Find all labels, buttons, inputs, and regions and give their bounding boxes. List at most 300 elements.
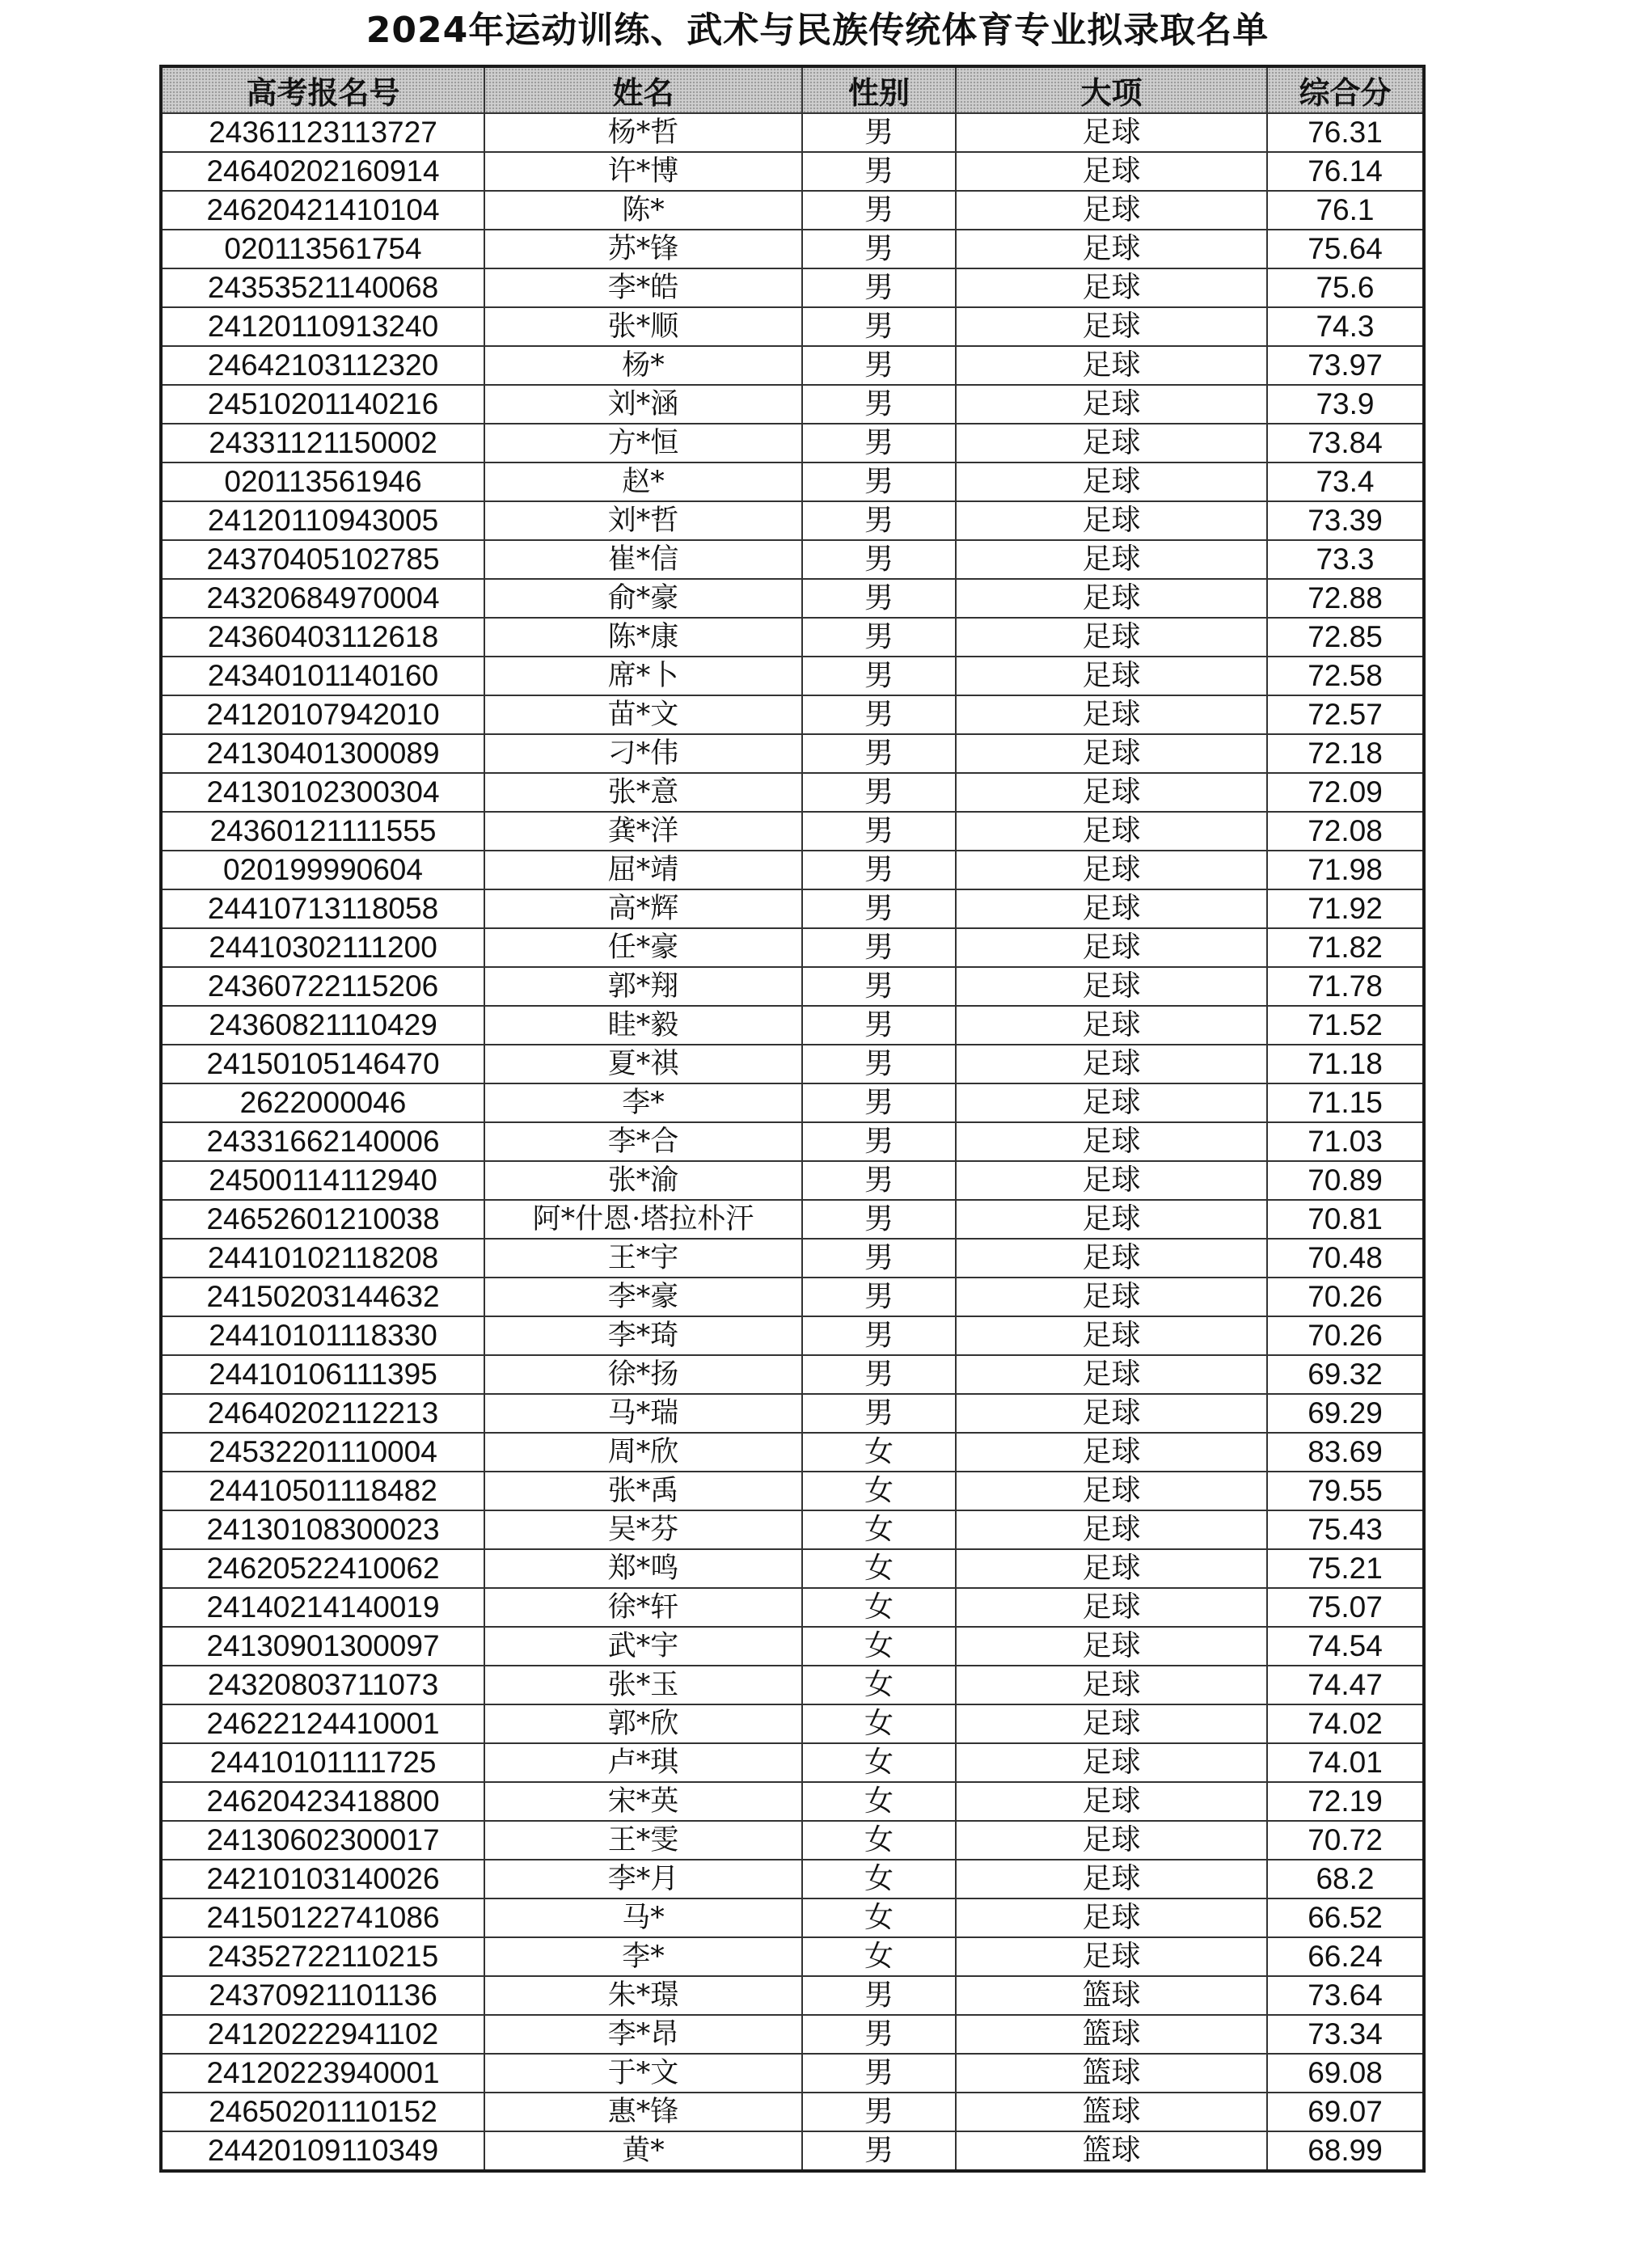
- cell-score: 75.21: [1267, 1549, 1424, 1588]
- cell-sport: 足球: [956, 1394, 1267, 1433]
- cell-name: 苏*锋: [484, 230, 802, 268]
- cell-name: 张*顺: [484, 307, 802, 346]
- cell-score: 71.15: [1267, 1083, 1424, 1122]
- cell-name: 阿*什恩·塔拉朴汗: [484, 1200, 802, 1239]
- table-row: [161, 2131, 1424, 2171]
- cell-exam-id: 24360821110429: [161, 1006, 484, 1045]
- cell-exam-id: 24360722115206: [161, 967, 484, 1006]
- cell-gender: 男: [802, 1006, 956, 1045]
- cell-exam-id: 020113561946: [161, 462, 484, 501]
- cell-score: 76.14: [1267, 152, 1424, 191]
- cell-sport: 足球: [956, 1045, 1267, 1083]
- table-header-row: [161, 66, 1424, 113]
- cell-gender: 男: [802, 695, 956, 734]
- cell-name: 刁*伟: [484, 734, 802, 773]
- cell-gender: 男: [802, 2131, 956, 2171]
- cell-name: 李*皓: [484, 268, 802, 307]
- table-row: [161, 1588, 1424, 1627]
- cell-name: 卢*琪: [484, 1743, 802, 1782]
- cell-score: 75.43: [1267, 1510, 1424, 1549]
- table-row: [161, 928, 1424, 967]
- header-gender: 性别: [802, 66, 956, 113]
- cell-score: 72.58: [1267, 657, 1424, 695]
- cell-exam-id: 24410501118482: [161, 1472, 484, 1510]
- table-row: [161, 424, 1424, 462]
- cell-sport: 足球: [956, 812, 1267, 851]
- cell-name: 马*瑞: [484, 1394, 802, 1433]
- cell-sport: 篮球: [956, 2054, 1267, 2093]
- cell-score: 71.82: [1267, 928, 1424, 967]
- cell-gender: 女: [802, 1743, 956, 1782]
- cell-score: 73.64: [1267, 1976, 1424, 2015]
- header-name: 姓名: [484, 66, 802, 113]
- cell-sport: 足球: [956, 657, 1267, 695]
- cell-gender: 女: [802, 1937, 956, 1976]
- cell-score: 72.09: [1267, 773, 1424, 812]
- cell-gender: 女: [802, 1510, 956, 1549]
- cell-sport: 篮球: [956, 2131, 1267, 2171]
- cell-sport: 足球: [956, 1704, 1267, 1743]
- cell-score: 72.88: [1267, 579, 1424, 618]
- cell-sport: 足球: [956, 385, 1267, 424]
- cell-exam-id: 24620522410062: [161, 1549, 484, 1588]
- table-row: [161, 1898, 1424, 1937]
- cell-sport: 篮球: [956, 1976, 1267, 2015]
- cell-name: 李*琦: [484, 1316, 802, 1355]
- cell-exam-id: 24500114112940: [161, 1161, 484, 1200]
- cell-gender: 女: [802, 1588, 956, 1627]
- table-row: [161, 385, 1424, 424]
- cell-name: 周*欣: [484, 1433, 802, 1472]
- cell-sport: 足球: [956, 1239, 1267, 1278]
- cell-gender: 男: [802, 1278, 956, 1316]
- cell-gender: 女: [802, 1782, 956, 1821]
- cell-name: 席*卜: [484, 657, 802, 695]
- cell-name: 刘*哲: [484, 501, 802, 540]
- cell-name: 李*: [484, 1937, 802, 1976]
- cell-exam-id: 24620421410104: [161, 191, 484, 230]
- cell-exam-id: 24650201110152: [161, 2093, 484, 2131]
- cell-score: 70.81: [1267, 1200, 1424, 1239]
- cell-exam-id: 24120107942010: [161, 695, 484, 734]
- cell-gender: 女: [802, 1433, 956, 1472]
- cell-sport: 足球: [956, 1937, 1267, 1976]
- table-row: [161, 967, 1424, 1006]
- table-row: [161, 695, 1424, 734]
- cell-score: 75.64: [1267, 230, 1424, 268]
- cell-score: 73.97: [1267, 346, 1424, 385]
- cell-name: 吴*芬: [484, 1510, 802, 1549]
- cell-gender: 男: [802, 1239, 956, 1278]
- cell-score: 71.18: [1267, 1045, 1424, 1083]
- cell-sport: 足球: [956, 1161, 1267, 1200]
- cell-exam-id: 24410102118208: [161, 1239, 484, 1278]
- cell-gender: 男: [802, 2054, 956, 2093]
- cell-sport: 篮球: [956, 2093, 1267, 2131]
- cell-sport: 足球: [956, 307, 1267, 346]
- cell-name: 徐*轩: [484, 1588, 802, 1627]
- table-row: [161, 1627, 1424, 1666]
- cell-gender: 女: [802, 1860, 956, 1898]
- cell-sport: 足球: [956, 851, 1267, 889]
- table-row: [161, 1278, 1424, 1316]
- cell-gender: 男: [802, 657, 956, 695]
- cell-score: 69.08: [1267, 2054, 1424, 2093]
- cell-score: 70.26: [1267, 1278, 1424, 1316]
- cell-name: 郑*鸣: [484, 1549, 802, 1588]
- cell-exam-id: 24320803711073: [161, 1666, 484, 1704]
- cell-score: 70.26: [1267, 1316, 1424, 1355]
- cell-gender: 男: [802, 618, 956, 657]
- cell-name: 王*宇: [484, 1239, 802, 1278]
- table-row: [161, 152, 1424, 191]
- cell-score: 69.32: [1267, 1355, 1424, 1394]
- cell-name: 陈*康: [484, 618, 802, 657]
- table-row: [161, 2015, 1424, 2054]
- cell-gender: 男: [802, 540, 956, 579]
- cell-score: 74.02: [1267, 1704, 1424, 1743]
- cell-name: 惠*锋: [484, 2093, 802, 2131]
- cell-exam-id: 24360403112618: [161, 618, 484, 657]
- cell-score: 70.48: [1267, 1239, 1424, 1278]
- cell-name: 宋*英: [484, 1782, 802, 1821]
- cell-exam-id: 24360121111555: [161, 812, 484, 851]
- cell-exam-id: 24640202160914: [161, 152, 484, 191]
- cell-exam-id: 24410302111200: [161, 928, 484, 967]
- table-row: [161, 113, 1424, 152]
- cell-gender: 男: [802, 230, 956, 268]
- cell-name: 屈*靖: [484, 851, 802, 889]
- cell-gender: 女: [802, 1898, 956, 1937]
- cell-name: 张*玉: [484, 1666, 802, 1704]
- cell-sport: 足球: [956, 113, 1267, 152]
- cell-sport: 足球: [956, 579, 1267, 618]
- cell-gender: 男: [802, 1161, 956, 1200]
- cell-gender: 男: [802, 2015, 956, 2054]
- table-row: [161, 307, 1424, 346]
- cell-exam-id: 24150203144632: [161, 1278, 484, 1316]
- table-row: [161, 618, 1424, 657]
- cell-gender: 女: [802, 1472, 956, 1510]
- table-row: [161, 812, 1424, 851]
- cell-gender: 男: [802, 2093, 956, 2131]
- cell-sport: 足球: [956, 1821, 1267, 1860]
- cell-name: 李*昂: [484, 2015, 802, 2054]
- cell-name: 任*豪: [484, 928, 802, 967]
- cell-exam-id: 24652601210038: [161, 1200, 484, 1239]
- cell-exam-id: 24340101140160: [161, 657, 484, 695]
- cell-gender: 男: [802, 851, 956, 889]
- page-title: 2024年运动训练、武术与民族传统体育专业拟录取名单: [365, 10, 1270, 51]
- cell-exam-id: 24140214140019: [161, 1588, 484, 1627]
- cell-sport: 足球: [956, 1278, 1267, 1316]
- cell-score: 75.07: [1267, 1588, 1424, 1627]
- table-row: [161, 501, 1424, 540]
- cell-name: 李*月: [484, 1860, 802, 1898]
- cell-score: 66.52: [1267, 1898, 1424, 1937]
- cell-sport: 足球: [956, 1549, 1267, 1588]
- cell-exam-id: 24620423418800: [161, 1782, 484, 1821]
- cell-sport: 足球: [956, 1433, 1267, 1472]
- table-row: [161, 1394, 1424, 1433]
- cell-name: 方*恒: [484, 424, 802, 462]
- cell-exam-id: 24130108300023: [161, 1510, 484, 1549]
- cell-sport: 足球: [956, 773, 1267, 812]
- table-row: [161, 1821, 1424, 1860]
- cell-score: 71.98: [1267, 851, 1424, 889]
- cell-score: 74.47: [1267, 1666, 1424, 1704]
- cell-exam-id: 24622124410001: [161, 1704, 484, 1743]
- cell-gender: 男: [802, 191, 956, 230]
- cell-name: 李*合: [484, 1122, 802, 1161]
- table-row: [161, 1083, 1424, 1122]
- cell-sport: 足球: [956, 1860, 1267, 1898]
- cell-name: 刘*涵: [484, 385, 802, 424]
- cell-exam-id: 24640202112213: [161, 1394, 484, 1433]
- table-row: [161, 889, 1424, 928]
- cell-score: 69.07: [1267, 2093, 1424, 2131]
- table-row: [161, 1122, 1424, 1161]
- table-row: [161, 2093, 1424, 2131]
- cell-sport: 足球: [956, 424, 1267, 462]
- cell-sport: 篮球: [956, 2015, 1267, 2054]
- cell-score: 71.78: [1267, 967, 1424, 1006]
- cell-sport: 足球: [956, 1472, 1267, 1510]
- cell-score: 68.2: [1267, 1860, 1424, 1898]
- cell-gender: 男: [802, 462, 956, 501]
- cell-name: 许*博: [484, 152, 802, 191]
- cell-sport: 足球: [956, 152, 1267, 191]
- table-row: [161, 230, 1424, 268]
- cell-exam-id: 24331121150002: [161, 424, 484, 462]
- table-row: [161, 1045, 1424, 1083]
- cell-score: 71.92: [1267, 889, 1424, 928]
- cell-score: 72.57: [1267, 695, 1424, 734]
- cell-exam-id: 24130102300304: [161, 773, 484, 812]
- cell-sport: 足球: [956, 1316, 1267, 1355]
- cell-exam-id: 24370921101136: [161, 1976, 484, 2015]
- cell-score: 72.18: [1267, 734, 1424, 773]
- cell-score: 73.4: [1267, 462, 1424, 501]
- cell-gender: 男: [802, 1122, 956, 1161]
- cell-gender: 男: [802, 1083, 956, 1122]
- table-body: [161, 113, 1424, 2171]
- cell-score: 83.69: [1267, 1433, 1424, 1472]
- header-sport: 大项: [956, 66, 1267, 113]
- cell-sport: 足球: [956, 191, 1267, 230]
- cell-name: 张*禹: [484, 1472, 802, 1510]
- cell-score: 69.29: [1267, 1394, 1424, 1433]
- cell-sport: 足球: [956, 462, 1267, 501]
- table-row: [161, 1937, 1424, 1976]
- cell-sport: 足球: [956, 695, 1267, 734]
- cell-name: 张*意: [484, 773, 802, 812]
- cell-exam-id: 24410101118330: [161, 1316, 484, 1355]
- cell-score: 76.31: [1267, 113, 1424, 152]
- cell-sport: 足球: [956, 1200, 1267, 1239]
- table-row: [161, 462, 1424, 501]
- admission-table: [159, 65, 1426, 2173]
- cell-score: 75.6: [1267, 268, 1424, 307]
- cell-score: 72.08: [1267, 812, 1424, 851]
- cell-sport: 足球: [956, 1782, 1267, 1821]
- table-row: [161, 1355, 1424, 1394]
- cell-sport: 足球: [956, 501, 1267, 540]
- cell-exam-id: 24410713118058: [161, 889, 484, 928]
- cell-name: 眭*毅: [484, 1006, 802, 1045]
- table-row: [161, 268, 1424, 307]
- cell-score: 73.9: [1267, 385, 1424, 424]
- cell-exam-id: 24410106111395: [161, 1355, 484, 1394]
- cell-gender: 男: [802, 1045, 956, 1083]
- cell-exam-id: 24130901300097: [161, 1627, 484, 1666]
- table-row: [161, 579, 1424, 618]
- cell-score: 73.34: [1267, 2015, 1424, 2054]
- table-row: [161, 1472, 1424, 1510]
- cell-gender: 女: [802, 1821, 956, 1860]
- cell-exam-id: 24150105146470: [161, 1045, 484, 1083]
- cell-gender: 女: [802, 1666, 956, 1704]
- cell-score: 70.72: [1267, 1821, 1424, 1860]
- cell-name: 黄*: [484, 2131, 802, 2171]
- cell-score: 68.99: [1267, 2131, 1424, 2171]
- cell-gender: 男: [802, 967, 956, 1006]
- table-row: [161, 1704, 1424, 1743]
- cell-sport: 足球: [956, 230, 1267, 268]
- cell-sport: 足球: [956, 967, 1267, 1006]
- header-exam-id: 高考报名号: [161, 66, 484, 113]
- cell-name: 俞*豪: [484, 579, 802, 618]
- cell-name: 赵*: [484, 462, 802, 501]
- cell-sport: 足球: [956, 1083, 1267, 1122]
- cell-gender: 男: [802, 268, 956, 307]
- cell-exam-id: 24370405102785: [161, 540, 484, 579]
- cell-gender: 男: [802, 501, 956, 540]
- cell-score: 79.55: [1267, 1472, 1424, 1510]
- cell-gender: 男: [802, 1200, 956, 1239]
- cell-exam-id: 24120110943005: [161, 501, 484, 540]
- cell-name: 陈*: [484, 191, 802, 230]
- table-row: [161, 1743, 1424, 1782]
- cell-score: 74.3: [1267, 307, 1424, 346]
- cell-score: 71.03: [1267, 1122, 1424, 1161]
- cell-name: 苗*文: [484, 695, 802, 734]
- cell-gender: 男: [802, 734, 956, 773]
- cell-sport: 足球: [956, 540, 1267, 579]
- cell-sport: 足球: [956, 1510, 1267, 1549]
- cell-gender: 男: [802, 307, 956, 346]
- cell-score: 66.24: [1267, 1937, 1424, 1976]
- table-row: [161, 734, 1424, 773]
- cell-gender: 男: [802, 1394, 956, 1433]
- cell-name: 龚*洋: [484, 812, 802, 851]
- cell-gender: 男: [802, 579, 956, 618]
- cell-score: 71.52: [1267, 1006, 1424, 1045]
- cell-name: 王*雯: [484, 1821, 802, 1860]
- cell-exam-id: 24410101111725: [161, 1743, 484, 1782]
- table-row: [161, 191, 1424, 230]
- cell-exam-id: 020113561754: [161, 230, 484, 268]
- cell-exam-id: 2622000046: [161, 1083, 484, 1122]
- cell-name: 杨*哲: [484, 113, 802, 152]
- cell-exam-id: 24150122741086: [161, 1898, 484, 1937]
- cell-name: 马*: [484, 1898, 802, 1937]
- table-row: [161, 1316, 1424, 1355]
- cell-sport: 足球: [956, 1122, 1267, 1161]
- cell-score: 73.39: [1267, 501, 1424, 540]
- cell-gender: 男: [802, 346, 956, 385]
- cell-sport: 足球: [956, 346, 1267, 385]
- table-row: [161, 346, 1424, 385]
- cell-gender: 男: [802, 1355, 956, 1394]
- cell-sport: 足球: [956, 1898, 1267, 1937]
- cell-name: 徐*扬: [484, 1355, 802, 1394]
- cell-score: 74.01: [1267, 1743, 1424, 1782]
- table-row: [161, 1200, 1424, 1239]
- cell-gender: 女: [802, 1627, 956, 1666]
- cell-exam-id: 24210103140026: [161, 1860, 484, 1898]
- cell-name: 郭*欣: [484, 1704, 802, 1743]
- cell-sport: 足球: [956, 1666, 1267, 1704]
- table-row: [161, 540, 1424, 579]
- cell-score: 76.1: [1267, 191, 1424, 230]
- cell-exam-id: 24331662140006: [161, 1122, 484, 1161]
- cell-name: 夏*祺: [484, 1045, 802, 1083]
- cell-score: 72.85: [1267, 618, 1424, 657]
- table-row: [161, 1239, 1424, 1278]
- table-row: [161, 1782, 1424, 1821]
- cell-sport: 足球: [956, 1743, 1267, 1782]
- header-score: 综合分: [1267, 66, 1424, 113]
- table-row: [161, 2054, 1424, 2093]
- cell-gender: 男: [802, 1316, 956, 1355]
- cell-exam-id: 24353521140068: [161, 268, 484, 307]
- table-row: [161, 1549, 1424, 1588]
- table-row: [161, 1976, 1424, 2015]
- cell-sport: 足球: [956, 268, 1267, 307]
- cell-exam-id: 24510201140216: [161, 385, 484, 424]
- cell-name: 张*渝: [484, 1161, 802, 1200]
- cell-exam-id: 24532201110004: [161, 1433, 484, 1472]
- table-row: [161, 1006, 1424, 1045]
- cell-gender: 男: [802, 385, 956, 424]
- cell-sport: 足球: [956, 1006, 1267, 1045]
- cell-gender: 男: [802, 928, 956, 967]
- cell-score: 73.84: [1267, 424, 1424, 462]
- cell-gender: 男: [802, 889, 956, 928]
- cell-score: 74.54: [1267, 1627, 1424, 1666]
- cell-name: 崔*信: [484, 540, 802, 579]
- cell-name: 杨*: [484, 346, 802, 385]
- cell-name: 李*豪: [484, 1278, 802, 1316]
- cell-exam-id: 24130401300089: [161, 734, 484, 773]
- table-row: [161, 773, 1424, 812]
- cell-score: 72.19: [1267, 1782, 1424, 1821]
- cell-gender: 女: [802, 1704, 956, 1743]
- cell-sport: 足球: [956, 618, 1267, 657]
- cell-name: 武*宇: [484, 1627, 802, 1666]
- table-row: [161, 657, 1424, 695]
- cell-name: 李*: [484, 1083, 802, 1122]
- cell-gender: 男: [802, 773, 956, 812]
- cell-name: 郭*翔: [484, 967, 802, 1006]
- cell-exam-id: 020199990604: [161, 851, 484, 889]
- cell-sport: 足球: [956, 928, 1267, 967]
- table-row: [161, 851, 1424, 889]
- table-row: [161, 1510, 1424, 1549]
- cell-exam-id: 24120222941102: [161, 2015, 484, 2054]
- cell-sport: 足球: [956, 1588, 1267, 1627]
